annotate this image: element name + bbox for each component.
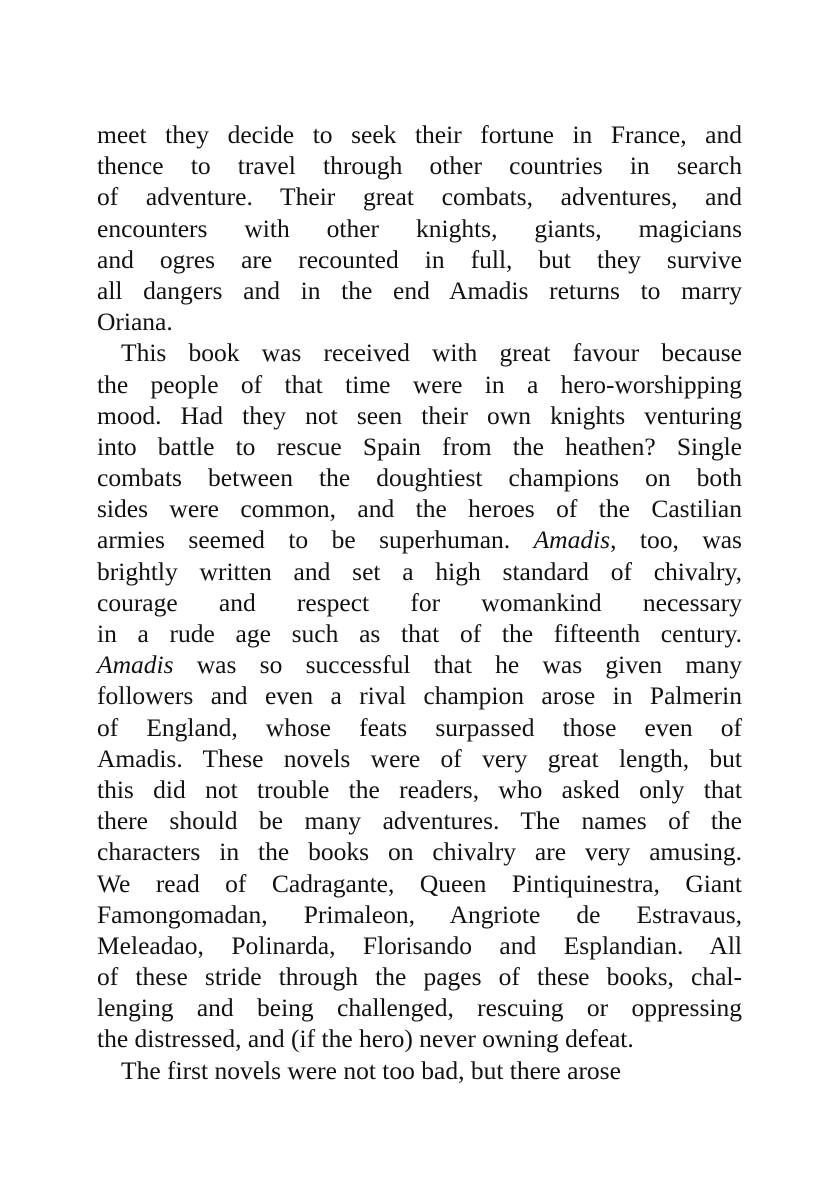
- text-line: [97, 400, 742, 431]
- text-run: followers and even a rival champion arose in Palmerin: [97, 681, 742, 711]
- text-line: [97, 743, 742, 774]
- text-line: [97, 524, 742, 555]
- text-run: We read of Cadragante, Queen Pintiquinestra, Giant: [97, 868, 742, 898]
- text-line: [97, 431, 742, 462]
- italic-title: Amadis: [97, 650, 174, 680]
- text-line: [97, 712, 742, 743]
- text-line: [97, 462, 742, 493]
- text-run: there should be many adventures. The names of the: [97, 806, 742, 836]
- text-run: Famongomadan, Primaleon, Angriote de Estravaus,: [97, 899, 742, 929]
- text-run: thence to travel through other countries in search: [97, 151, 742, 181]
- text-run: of these stride through the pages of these books, chal-: [97, 962, 742, 992]
- text-line: [97, 556, 742, 587]
- text-line: [97, 337, 742, 368]
- text-line: [97, 150, 742, 181]
- text-line: [97, 649, 742, 680]
- text-run: armies seemed to be superhuman.: [97, 525, 534, 555]
- text-line: [97, 618, 742, 649]
- text-line: [97, 181, 742, 212]
- text-line: [97, 1055, 742, 1086]
- text-line: [97, 992, 742, 1023]
- text-line: [97, 930, 742, 961]
- text-run: Amadis. These novels were of very great length, but: [97, 743, 742, 773]
- text-run: The first novels were not too bad, but there arose: [121, 1055, 621, 1085]
- text-run: characters in the books on chivalry are very amusing.: [97, 837, 742, 867]
- text-line: [97, 493, 742, 524]
- text-run: the distressed, and (if the hero) never owning defeat.: [97, 1024, 634, 1054]
- text-run: of England, whose feats surpassed those even of: [97, 712, 742, 742]
- text-run: this did not trouble the readers, who asked only that: [97, 774, 742, 804]
- text-line: [97, 1023, 742, 1054]
- text-run: This book was received with great favour because: [121, 338, 742, 368]
- text-run: in a rude age such as that of the fifteenth century.: [97, 619, 742, 648]
- text-line: [97, 587, 742, 618]
- text-line: [97, 275, 742, 306]
- text-line: [97, 306, 742, 337]
- text-run: and ogres are recounted in full, but they survive: [97, 244, 742, 274]
- text-line: [97, 213, 742, 244]
- italic-title: Amadis: [533, 525, 611, 555]
- text-run: sides were common, and the heroes of the Castilian: [97, 494, 742, 524]
- text-run: brightly written and set a high standard of chivalry,: [97, 556, 742, 586]
- text-line: [97, 244, 742, 275]
- text-run: into battle to rescue Spain from the heathen? Single: [97, 431, 742, 461]
- text-run: Oriana.: [97, 307, 173, 337]
- text-line: [97, 805, 742, 836]
- page-body-text: [97, 119, 742, 1086]
- text-line: [97, 369, 742, 400]
- text-run: encounters with other knights, giants, magicians: [97, 213, 742, 243]
- text-line: [97, 680, 742, 711]
- text-line: [97, 961, 742, 992]
- text-run: lenging and being challenged, rescuing or oppressing: [97, 993, 742, 1023]
- text-run: all dangers and in the end Amadis returns to marry: [97, 275, 742, 305]
- text-line: [97, 868, 742, 899]
- text-run: meet they decide to seek their fortune in France, and: [97, 120, 742, 149]
- text-run: of adventure. Their great combats, adventures, and: [97, 182, 742, 212]
- text-run: mood. Had they not seen their own knights venturing: [97, 400, 742, 430]
- text-run: the people of that time were in a hero-worshipping: [97, 369, 742, 399]
- text-run: Meleadao, Polinarda, Florisando and Esplandian. All: [97, 930, 742, 960]
- text-run: combats between the doughtiest champions on both: [97, 463, 742, 493]
- text-line: [97, 899, 742, 930]
- text-line: [97, 836, 742, 867]
- text-run: was so successful that he was given many: [173, 650, 742, 680]
- text-line: [97, 119, 742, 150]
- text-line: [97, 774, 742, 805]
- text-run: , too, was: [610, 525, 742, 555]
- text-run: courage and respect for womankind necessary: [97, 587, 742, 617]
